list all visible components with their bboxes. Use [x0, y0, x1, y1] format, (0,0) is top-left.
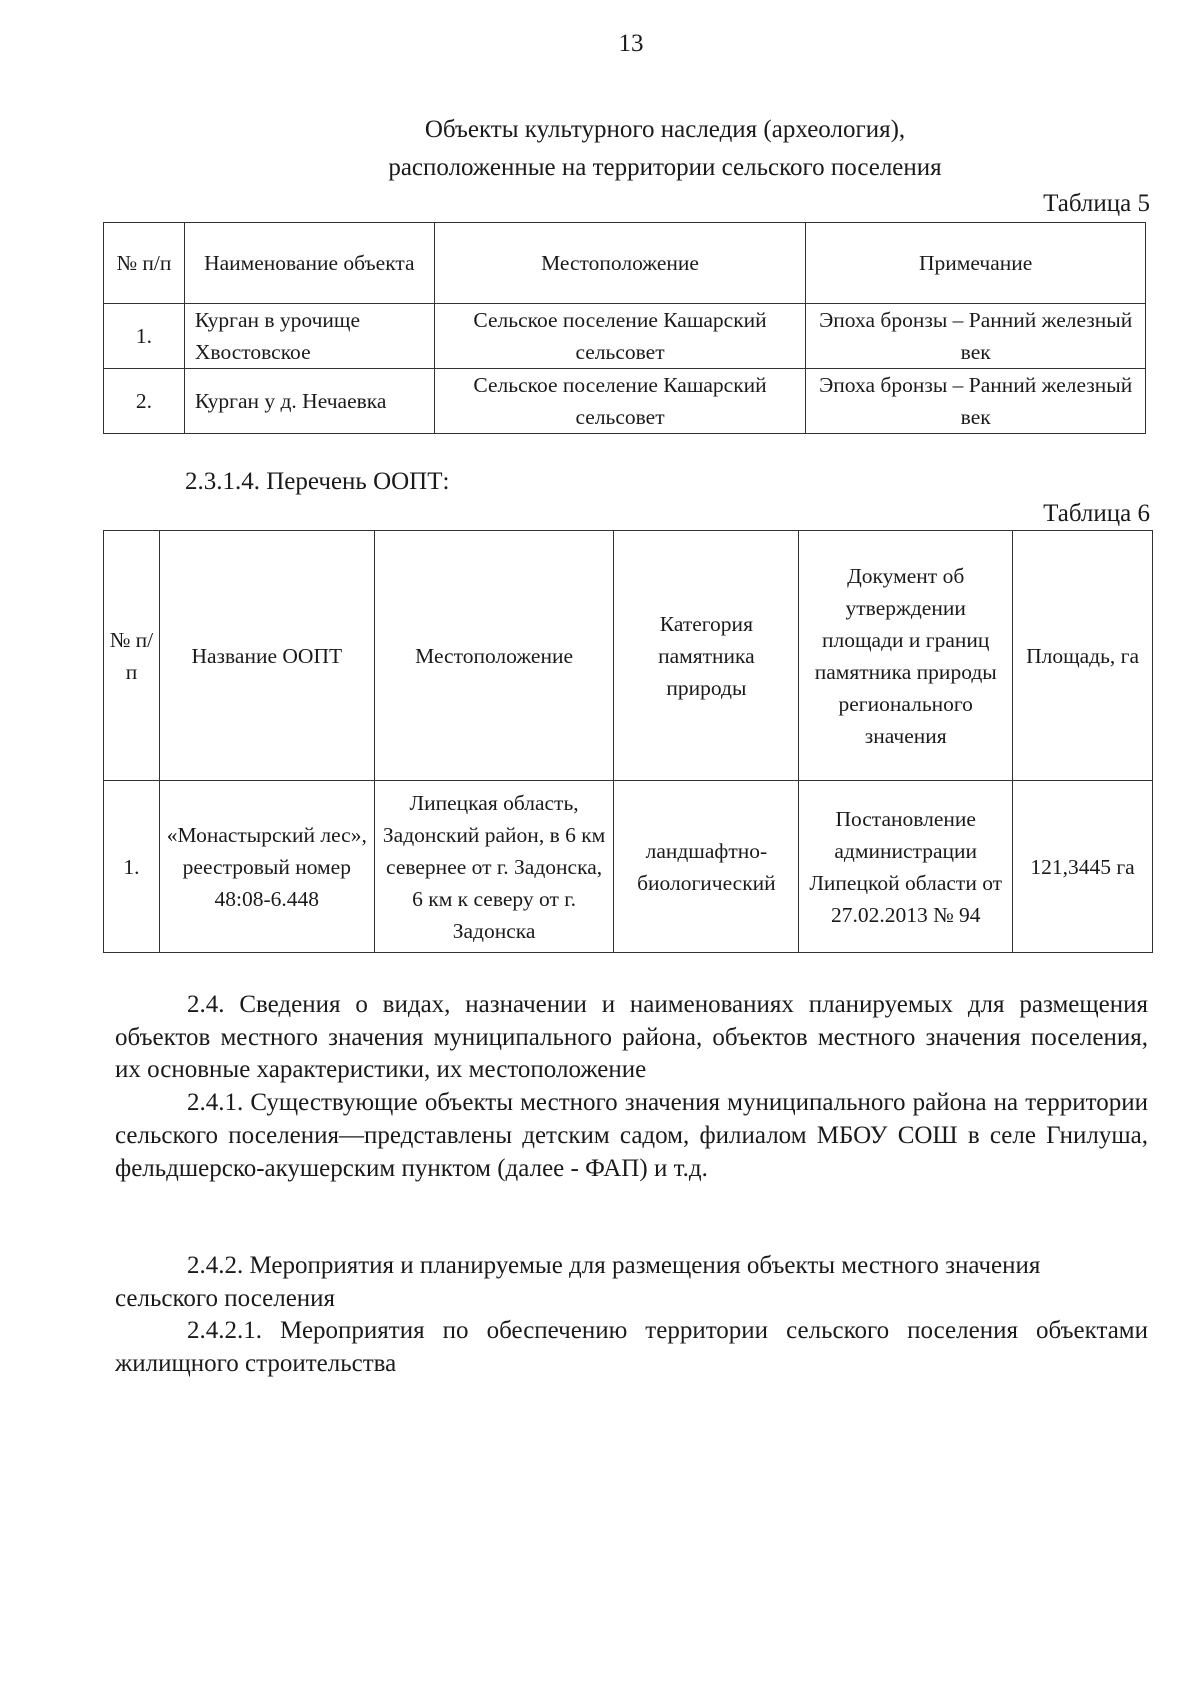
paragraph-2-4-2: 2.4.2. Мероприятия и планируемые для размещения объекты местного значения — [187, 1252, 1041, 1279]
table5-cell-name: Курган в урочище Хвостовское — [184, 304, 434, 369]
table6-header-area: Площадь, га — [1013, 531, 1153, 781]
table5-cell-location: Сельское поселение Кашарский сельсовет — [434, 304, 806, 369]
table5-header-name: Наименование объекта — [184, 223, 434, 304]
table6-cell-num: 1. — [104, 781, 160, 953]
table5-title-line-1: Объекты культурного наследия (археология), — [424, 116, 906, 143]
table5-header-location: Местоположение — [434, 223, 806, 304]
table5-header-note: Примечание — [806, 223, 1146, 304]
table5-title-line-2: расположенные на территории сельского поселения — [388, 154, 942, 181]
section-heading-oopt: 2.3.1.4. Перечень ООПТ: — [185, 468, 450, 495]
table-5 — [103, 222, 1146, 434]
table5-cell-note: Эпоха бронзы – Ранний железный век — [806, 304, 1146, 369]
table6-cell-category: ландшафтно-биологический — [614, 781, 799, 953]
table-row — [104, 369, 1146, 434]
table6-cell-name: «Монастырский лес», реестровый номер 48:08-6.448 — [159, 781, 374, 953]
table6-cell-document: Постановление администрации Липецкой области от 27.02.2013 № 94 — [799, 781, 1013, 953]
table6-header-location: Местоположение — [374, 531, 614, 781]
page-number: 13 — [618, 30, 644, 57]
table5-header-row — [104, 223, 1146, 304]
table6-label: Таблица 6 — [1043, 500, 1150, 527]
table6-header-num: № п/п — [104, 531, 160, 781]
paragraph-2-4-1: 2.4.1. Существующие объекты местного значения муниципального района на территории сельского поселения—представлены детским садом, филиалом МБОУ СОШ в селе Гнилуша, фельдшерско-акушерским пунктом (далее - ФАП) и т.д. — [115, 1089, 1148, 1182]
table6-cell-area: 121,3445 га — [1013, 781, 1153, 953]
table6-cell-location: Липецкая область, Задонский район, в 6 км севернее от г. Задонска, 6 км к северу от г. Задонска — [374, 781, 614, 953]
table-row — [104, 304, 1146, 369]
body-text-2 — [115, 1250, 1148, 1381]
table-6 — [103, 530, 1153, 953]
table6-header-document: Документ об утверждении площади и границ памятника природы регионального значения — [799, 531, 1013, 781]
table5-cell-num: 1. — [104, 304, 185, 369]
table5-cell-num: 2. — [104, 369, 185, 434]
table5-cell-name: Курган у д. Нечаевка — [184, 369, 434, 434]
paragraph-2-4-2-1: 2.4.2.1. Мероприятия по обеспечению территории сельского поселения объектами жилищного строительства — [115, 1317, 1148, 1378]
body-text — [115, 989, 1148, 1185]
table6-header-row — [104, 531, 1153, 781]
table5-cell-note: Эпоха бронзы – Ранний железный век — [806, 369, 1146, 434]
paragraph-2-4: 2.4. Сведения о видах, назначении и наименованиях планируемых для размещения объектов местного значения муниципального района, объектов местного значения поселения, их основные характеристики, их местоположение — [115, 991, 1148, 1084]
table5-cell-location: Сельское поселение Кашарский сельсовет — [434, 369, 806, 434]
paragraph-2-4-2-cont: сельского поселения — [115, 1284, 336, 1312]
table6-header-category: Категория памятника природы — [614, 531, 799, 781]
table-row — [104, 781, 1153, 953]
table5-label: Таблица 5 — [1043, 190, 1150, 217]
table6-header-name: Название ООПТ — [159, 531, 374, 781]
table5-header-num: № п/п — [104, 223, 185, 304]
